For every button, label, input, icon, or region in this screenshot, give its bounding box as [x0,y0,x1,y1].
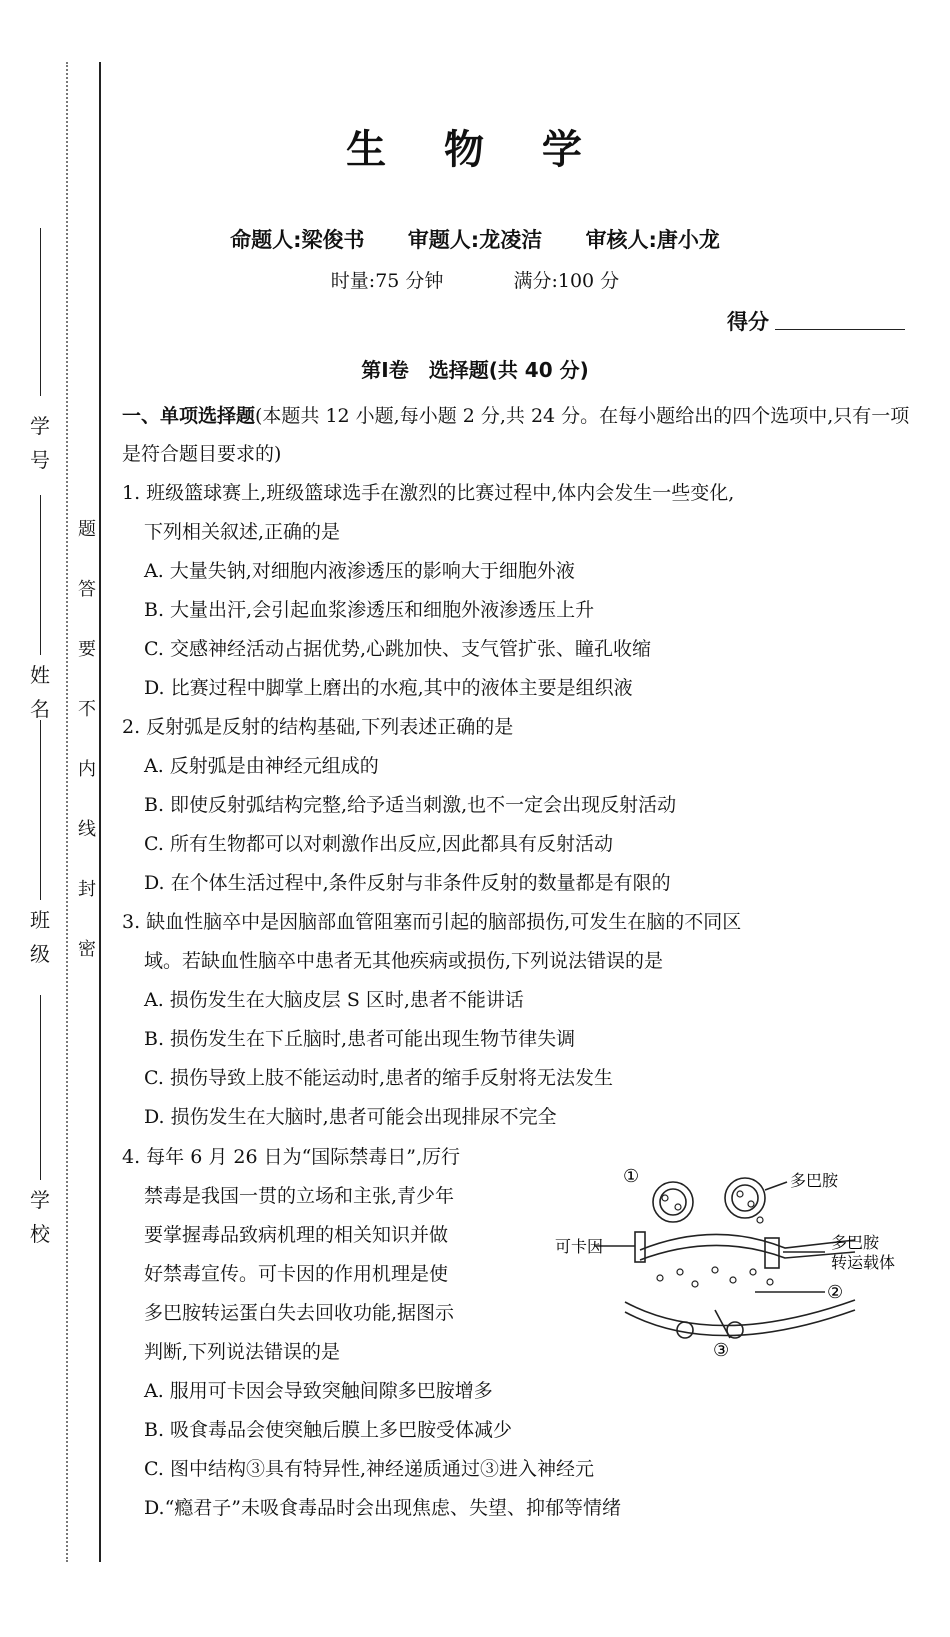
molecule [730,1277,736,1283]
molecule [750,1269,756,1275]
score-field [775,329,905,330]
option-d: D.“瘾君子”未吸食毒品时会出现焦虑、失望、抑郁等情绪 [144,1497,622,1519]
molecule [737,1191,743,1197]
vesicle [725,1178,765,1218]
section1-heading: 一、单项选择题 [122,405,256,427]
question-4 [122,1138,552,1372]
leader-line [765,1182,787,1190]
school-field [40,995,41,1180]
question-stem-cont: 多巴胺转运蛋白失去回收功能,据图示 [144,1302,455,1324]
question-stem-cont: 好禁毒宣传。可卡因的作用机理是使 [144,1263,449,1285]
question-stem-cont: 下列相关叙述,正确的是 [144,521,341,543]
section1-intro [122,397,922,473]
option-a: A. 大量失钠,对细胞内液渗透压的影响大于细胞外液 [144,560,575,582]
molecule [767,1279,773,1285]
vesicle-inner [660,1189,686,1215]
vesicle-inner [732,1185,758,1211]
question-stem-cont: 禁毒是我国一贯的立场和主张,青少年 [144,1185,455,1207]
section1-instructions: (本题共 12 小题,每小题 2 分,共 24 分。在每小题给出的四个选项中,只有一项是符合题目要求的) [122,405,910,465]
question-stem: 1. 班级篮球赛上,班级篮球选手在激烈的比赛过程中,体内会发生一些变化, [122,482,735,504]
leader-line [715,1310,730,1338]
part1-heading: 第Ⅰ卷 选择题(共 40 分) [361,358,589,382]
option-a: A. 反射弧是由神经元组成的 [144,755,379,777]
option-c: C. 图中结构③具有特异性,神经递质通过③进入神经元 [144,1458,594,1480]
school-label: 学 校 [30,1188,50,1246]
timing-line [0,266,950,293]
question-4-options [122,1372,922,1528]
class-field [40,720,41,900]
receptor [677,1322,693,1338]
option-c: C. 交感神经活动占据优势,心跳加快、支气管扩张、瞳孔收缩 [144,638,651,660]
page-title: 生 物 学 [346,127,604,173]
option-c: C. 损伤导致上肢不能运动时,患者的缩手反射将无法发生 [144,1067,613,1089]
label-dopamine: 多巴胺 [790,1171,839,1190]
question-stem-cont: 判断,下列说法错误的是 [144,1341,341,1363]
label-transporter-2: 转运载体 [831,1253,896,1272]
option-b: B. 损伤发生在下丘脑时,患者可能出现生物节律失调 [144,1028,576,1050]
question-1 [122,474,922,708]
molecule [748,1201,754,1207]
full-score: 满分:100 分 [513,270,620,292]
question-stem: 3. 缺血性脑卒中是因脑部血管阻塞而引起的脑部损伤,可发生在脑的不同区 [122,911,742,933]
molecule [757,1217,763,1223]
setter: 命题人:梁俊书 [230,228,365,252]
option-c: C. 所有生物都可以对刺激作出反应,因此都具有反射活动 [144,833,613,855]
name-label: 姓 名 [30,663,50,721]
question-stem: 4. 每年 6 月 26 日为“国际禁毒日”,厉行 [122,1146,461,1168]
vesicle [653,1182,693,1222]
label-cocaine: 可卡因 [555,1237,604,1256]
seal-char: 线 [78,819,96,840]
question-2 [122,708,922,903]
molecule [662,1195,668,1201]
label-transporter-1: 多巴胺 [831,1233,880,1252]
score-label: 得分 [727,310,769,334]
student-id-label: 学 号 [30,414,50,472]
auditor: 审核人:唐小龙 [585,228,720,252]
molecule [657,1275,663,1281]
option-b: B. 即使反射弧结构完整,给予适当刺激,也不一定会出现反射活动 [144,794,677,816]
question-stem: 2. 反射弧是反射的结构基础,下列表述正确的是 [122,716,514,738]
seal-char: 密 [78,939,96,960]
option-a: A. 服用可卡因会导致突触间隙多巴胺增多 [144,1380,493,1402]
seal-char: 封 [78,879,96,900]
label-2: ② [827,1282,844,1303]
label-1: ① [623,1166,640,1187]
postsynaptic-membrane-inner [625,1310,855,1336]
reviewer: 审题人:龙凌洁 [407,228,543,252]
authors-line [0,224,950,254]
seal-char: 要 [78,639,96,660]
question-stem-cont: 要掌握毒品致病机理的相关知识并做 [144,1224,449,1246]
seal-char: 题 [78,519,96,540]
molecule [692,1281,698,1287]
label-3: ③ [713,1340,730,1360]
cocaine-site [635,1232,645,1262]
duration: 时量:75 分钟 [330,270,444,292]
seal-char: 不 [78,699,96,720]
synapse-diagram [555,1160,925,1360]
name-field [40,495,41,655]
molecule [677,1269,683,1275]
class-label: 班 级 [30,908,50,966]
option-a: A. 损伤发生在大脑皮层 S 区时,患者不能讲话 [144,989,524,1011]
question-3 [122,903,922,1137]
option-b: B. 吸食毒品会使突触后膜上多巴胺受体减少 [144,1419,513,1441]
option-d: D. 损伤发生在大脑时,患者可能会出现排尿不完全 [144,1106,557,1128]
option-d: D. 比赛过程中脚掌上磨出的水疱,其中的液体主要是组织液 [144,677,633,699]
question-stem-cont: 域。若缺血性脑卒中患者无其他疾病或损伤,下列说法错误的是 [144,950,664,972]
option-b: B. 大量出汗,会引起血浆渗透压和细胞外液渗透压上升 [144,599,595,621]
option-d: D. 在个体生活过程中,条件反射与非条件反射的数量都是有限的 [144,872,671,894]
molecule [712,1267,718,1273]
seal-char: 内 [78,759,96,780]
seal-char: 答 [78,579,96,600]
molecule [675,1204,681,1210]
